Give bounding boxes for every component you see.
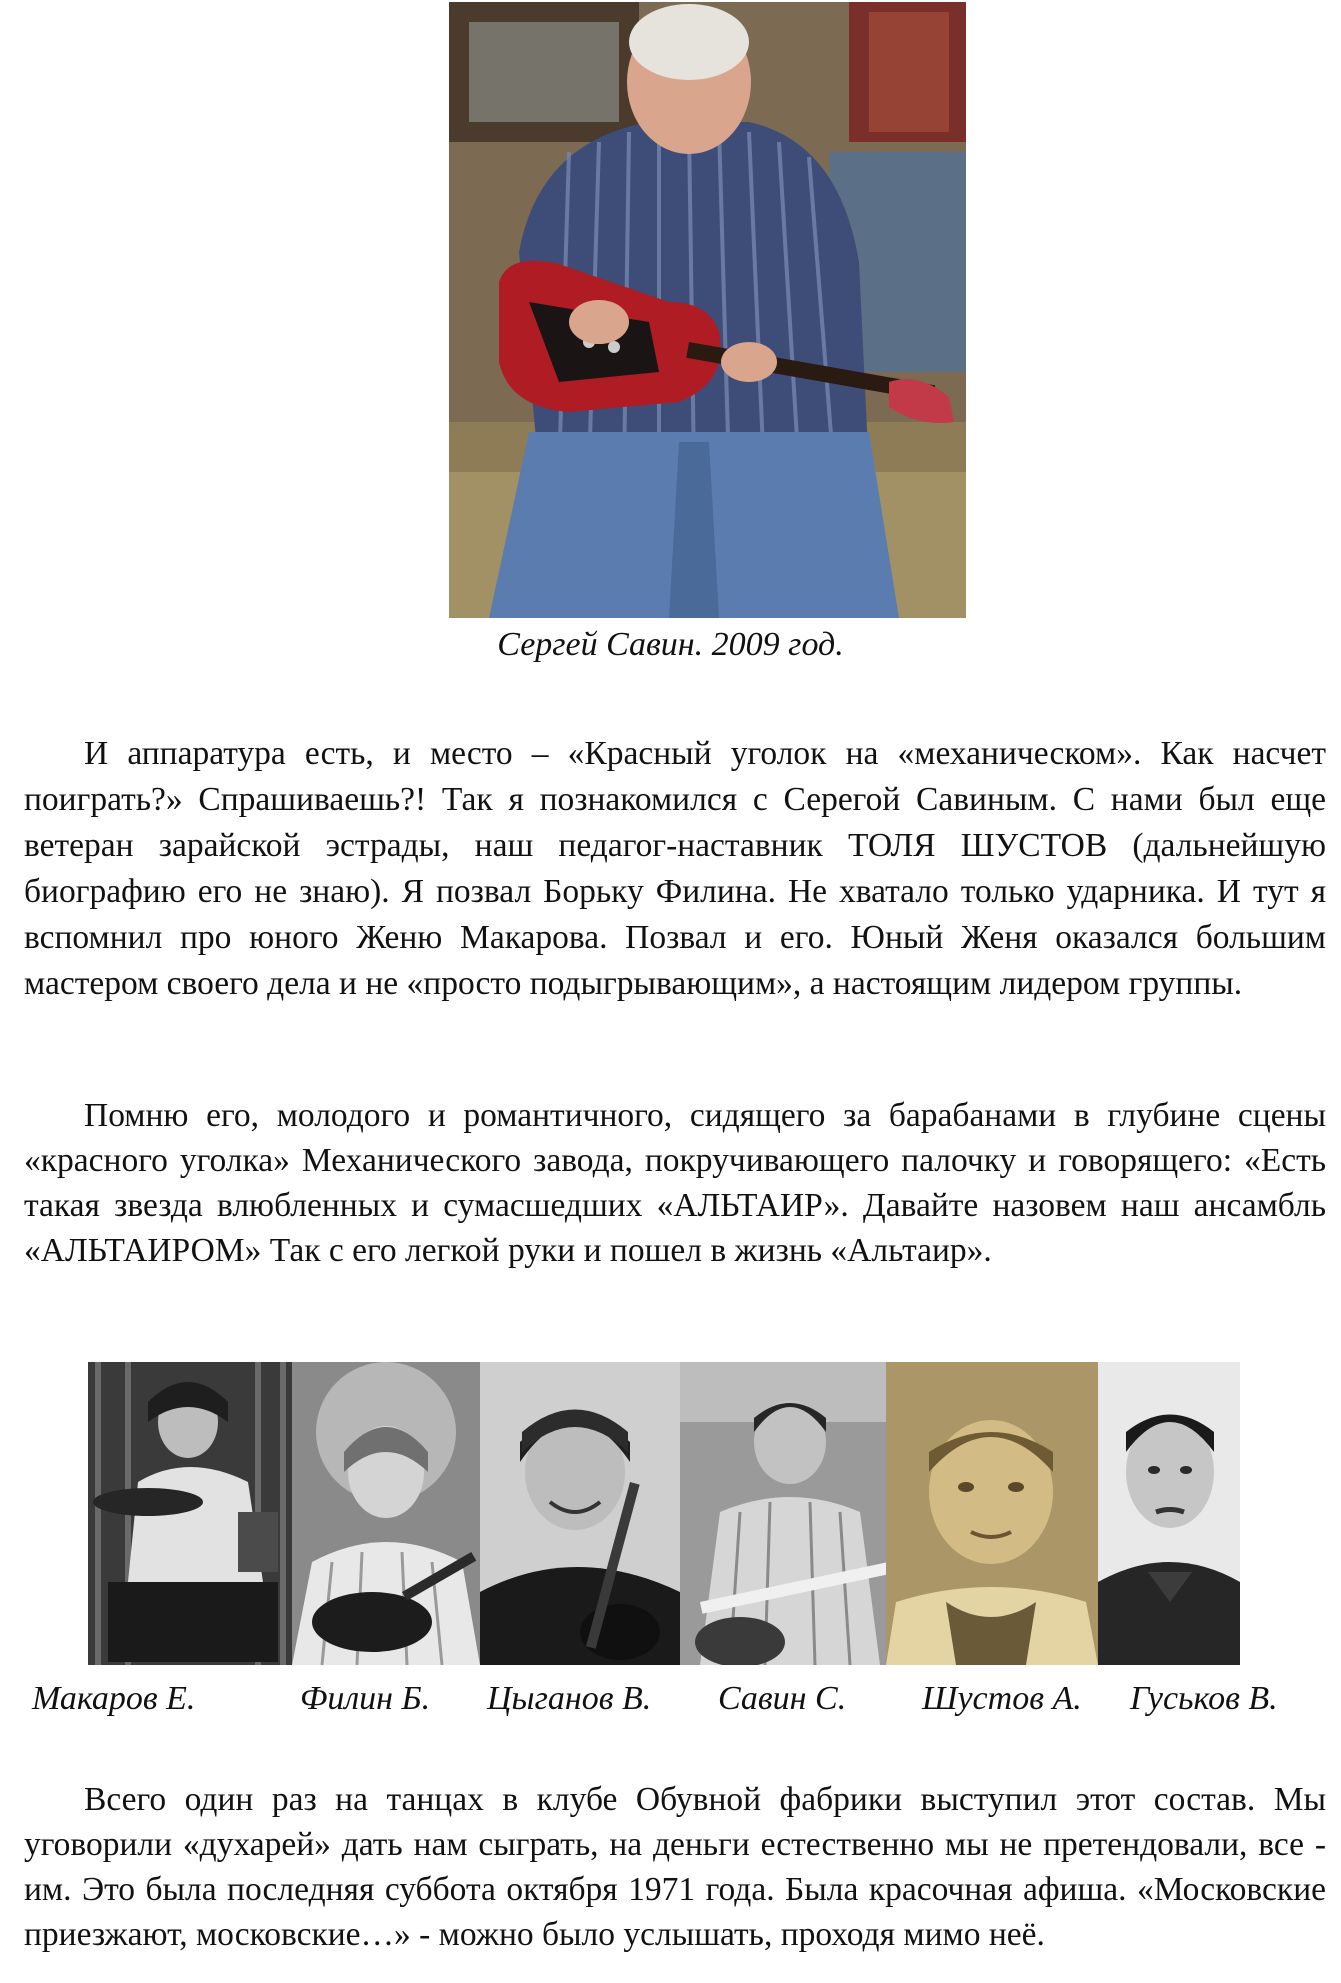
portrait-tsyganov <box>480 1362 680 1665</box>
photo-man-with-guitar <box>449 2 966 618</box>
portrait-makarov <box>88 1362 292 1665</box>
paragraph-3: Всего один раз на танцах в клубе Обувной фабрики выступил этот состав. Мы уговорили «духарей» дать нам сыграть, на деньги естественно мы не претендовали, все - им. Это была последняя суббота октября 1971 года. Была красочная афиша. «Московские приезжают, московские…» - можно было услышать, проходя мимо неё. <box>24 1781 1326 1953</box>
portrait-filin <box>292 1362 480 1665</box>
portrait-strip <box>88 1362 1240 1665</box>
paragraph-2: Помню его, молодого и романтичного, сидящего за барабанами в глубине сцены «красного уголка» Механического завода, покручивающего палочку и говорящего: «Есть такая звезда влюбленных и сумасшедших «АЛЬТАИР». Давайте назовем наш ансамбль «АЛЬТАИРОМ» Так с его легкой руки и пошел в жизнь «Альтаир». <box>24 1097 1326 1269</box>
name-guskov: Гуськов В. <box>1130 1680 1278 1717</box>
portrait-savin <box>680 1362 886 1665</box>
portrait-names <box>0 1676 1341 1726</box>
photo-caption: Сергей Савин. 2009 год. <box>497 626 844 663</box>
name-tsyganov: Цыганов В. <box>487 1680 652 1717</box>
name-savin: Савин С. <box>718 1680 847 1717</box>
name-filin: Филин Б. <box>300 1680 431 1717</box>
paragraph-1: И аппаратура есть, и место – «Красный уголок на «механическом». Как насчет поиграть?» Спрашиваешь?! Так я познакомился с Серегой Савиным. С нами был еще ветеран зарайской эстрады, наш педагог-наставник ТОЛЯ ШУСТОВ (дальнейшую биографию его не знаю). Я позвал Борьку Филина. Не хватало только ударника. И тут я вспомнил про юного Женю Макарова. Позвал и его. Юный Женя оказался большим мастером своего дела и не «просто подыгрывающим», а настоящим лидером группы. <box>24 735 1326 1002</box>
name-shustov: Шустов А. <box>922 1680 1082 1717</box>
main-photo <box>449 2 966 618</box>
name-makarov: Макаров Е. <box>32 1680 196 1717</box>
portrait-guskov <box>1098 1362 1240 1665</box>
portrait-shustov <box>886 1362 1098 1665</box>
